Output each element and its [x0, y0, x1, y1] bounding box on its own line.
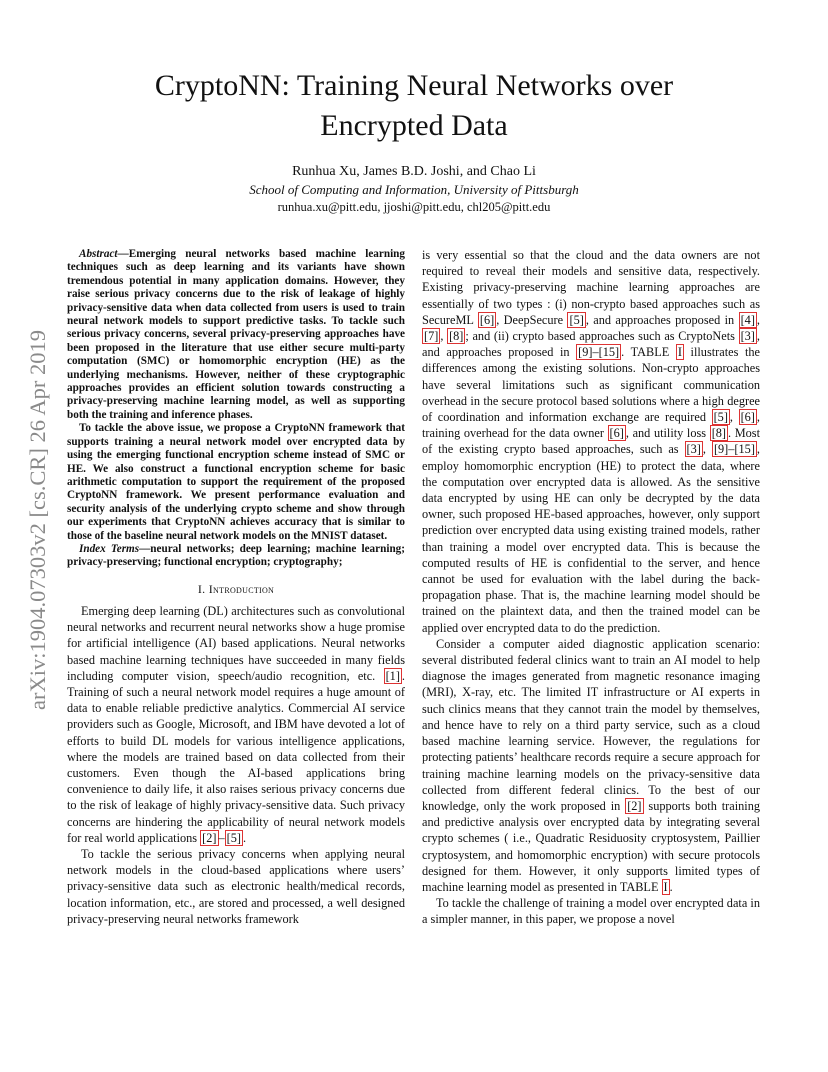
citation-link[interactable]: [9]–[15] [578, 345, 620, 360]
right-column [422, 247, 760, 928]
text-run: , [440, 329, 448, 344]
title-line-1: CryptoNN: Training Neural Networks over [154, 69, 674, 102]
text-run: ; and (ii) crypto based approaches such as CryptoNets [465, 329, 739, 344]
section-number: I. [197, 581, 209, 596]
text-run: , DeepSecure [496, 312, 568, 327]
text-run: , and utility loss [625, 426, 710, 441]
abstract-paragraph-2: To tackle the above issue, we propose a CryptoNN framework that supports training a neural network model over encrypted data by using the emerging functional encryption scheme instead of SMC or HE. We also construct a functional encryption scheme for basic arithmetic computation to support the requirement of the proposed CryptoNN framework. We present performance evaluation and security analysis of the underlying crypto scheme and show through our experiments that CryptoNN achieves accuracy that is similar to those of the baseline neural network models on the MNIST dataset. [67, 422, 405, 542]
right-paragraph-2 [422, 636, 760, 895]
text-run: , and approaches proposed in [422, 329, 760, 360]
title-line-2: Encrypted Data [320, 109, 508, 142]
left-column [67, 248, 405, 927]
index-terms-text: —neural networks; deep learning; machine learning; privacy-preserving; functional encryption; cryptography; [67, 542, 405, 569]
arxiv-sidebar [25, 285, 51, 755]
affiliation: School of Computing and Information, University of Pittsburgh [249, 182, 579, 197]
section-heading-introduction [67, 581, 405, 597]
abstract [67, 248, 405, 543]
text-run: supports both training and predictive analysis over encrypted data by integrating several crypto schemes ( i.e., Quadratic Residuosity cryptosystem, Paillier cryptosystem, and homomorphic encryption) with secure protocols designed for them. However, it only supports limited types of machine learning model as presented in TABLE [422, 798, 760, 894]
text-run: , [756, 312, 760, 327]
citation-link[interactable]: [5] [569, 312, 584, 327]
citation-link[interactable]: [3] [740, 329, 755, 344]
section-title: Introduction [208, 581, 275, 596]
text-run: , training overhead for the data owner [422, 410, 760, 441]
arxiv-identifier: arXiv:1904.07303v2 [cs.CR] 26 Apr 2019 [25, 330, 50, 710]
text-run: , [702, 442, 712, 457]
citation-link[interactable]: [5] [226, 830, 242, 845]
citation-link[interactable]: [4] [740, 312, 755, 327]
table-link[interactable]: I [677, 345, 682, 360]
abstract-paragraph-1 [67, 248, 405, 422]
author-emails: runhua.xu@pitt.edu, jjoshi@pitt.edu, chl205@pitt.edu [277, 200, 551, 214]
text-run: – [218, 830, 225, 845]
citation-link[interactable]: [2] [202, 830, 217, 845]
text-run: Consider a computer aided diagnostic application scenario: several distributed federal clinics want to train an AI model to help diagnose the images generated from magnetic resonance imaging (MRI), X-ray, etc. The limited IT infrastructure or AI experts in such clinics means that they cannot train the model by themselves, and hence have to rely on a third party service, such as a cloud based machine learning service. However, the regulations for protecting patients’ healthcare records require a secure approach for training machine learning models on the privacy-sensitive data collected from different federal clinics. To the best of our knowledge, only the work proposed in [422, 636, 760, 813]
intro-paragraph-1 [67, 603, 405, 846]
paper-title [100, 66, 728, 146]
citation-link[interactable]: [6] [740, 410, 755, 425]
citation-link[interactable]: [6] [479, 312, 495, 327]
index-terms [67, 543, 405, 570]
text-run: . Most of the existing crypto based approaches, such as [422, 426, 760, 457]
index-terms-lead: Index Terms [79, 542, 140, 555]
citation-link[interactable]: [3] [686, 442, 701, 457]
authors: Runhua Xu, James B.D. Joshi, and Chao Li [292, 164, 536, 179]
text-run: . [243, 830, 247, 845]
text-run: illustrates the differences among the existing solutions. Non-crypto approaches have several limitations such as significant communication overhead in the secure protocol based solutions where a high degree of coordination and information exchange are required [422, 345, 760, 425]
text-run: Emerging deep learning (DL) architectures such as convolutional neural networks and recurrent neural networks show a huge promise for artificial intelligence (AI) based applications. Neural networks based machine learning techniques have succeeded in many fields including computer vision, speech/audio recognition, etc. [67, 603, 405, 683]
table-link[interactable]: I [663, 879, 668, 894]
right-paragraph-1 [422, 247, 760, 636]
abstract-lead: Abstract [79, 248, 118, 260]
text-run: , [729, 410, 739, 425]
text-run: . [669, 879, 673, 894]
right-paragraph-3: To tackle the challenge of training a model over encrypted data in a simpler manner, in this paper, we propose a novel [422, 896, 760, 927]
citation-link[interactable]: [9]–[15] [713, 442, 755, 457]
text-run: is very essential so that the cloud and the data owners are not required to reveal their models and sensitive data, respectively. Existing privacy-preserving machine learning approaches are essentially of two types : (i) non-crypto based approaches such as SecureML [422, 248, 760, 327]
text-run: . Training of such a neural network model requires a huge amount of data to enable reliable predictive analytics. Commercial AI service providers such as Google, Microsoft, and IBM have devoted a lot of efforts to build DL models for various intelligence applications, where the models are trained based on data collected from their customers. Even though the AI-based applications bring convenience to daily life, it also raises serious privacy concerns due to the risk of leakage of highly privacy-sensitive data. Such privacy concerns are hindering the applicability of neural network models for real world applications [67, 668, 405, 845]
citation-link[interactable]: [8] [449, 329, 464, 344]
citation-link[interactable]: [8] [711, 426, 727, 441]
citation-link[interactable]: [2] [627, 798, 642, 813]
text-run: , and approaches proposed in [585, 312, 739, 327]
abstract-text-1: —Emerging neural networks based machine learning techniques such as deep learning and its variants have shown tremendous potential in many application domains. However, they raise serious privacy concerns due to the risk of leakage of highly privacy-sensitive data when data collected from users is used to train neural network models to support predictive tasks. To tackle such serious privacy concerns, several privacy-preserving approaches have been proposed in the literature that use either secure multi-party computation (SMC) or homomorphic encryption (HE) as the underlying mechanisms. However, neither of these cryptographic approaches provides an efficient solution towards constructing a privacy-preserving machine learning model, as well as supporting both the training and inference phases. [67, 248, 405, 421]
text-run: , employ homomorphic encryption (HE) to protect the data, where the computation over encrypted data is allowed. As the sensitive data encrypted by using HE can only be decrypted by the data owner, such proposed HE-based approaches, however, only support prediction over encrypted data using existing trained models, rather than training a model over encrypted data. This is because the computed results of HE is confidential to the server, and hence cannot be used for evaluation with the label during the back-propagation phase. That is, the machine learning model should be trained on the plaintext data, and then the trained model can be applied over encrypted data to do the prediction. [422, 442, 760, 635]
text-run: . TABLE [621, 345, 676, 360]
citation-link[interactable]: [5] [713, 410, 728, 425]
citation-link[interactable]: [1] [385, 668, 400, 683]
citation-link[interactable]: [7] [424, 329, 439, 344]
intro-paragraph-2: To tackle the serious privacy concerns when applying neural network models in the cloud-based applications where users’ privacy-sensitive data such as electronic health/medical records, location information, etc., are stored and processed, a well designed privacy-preserving neural networks framework [67, 847, 405, 926]
citation-link[interactable]: [6] [609, 426, 624, 441]
